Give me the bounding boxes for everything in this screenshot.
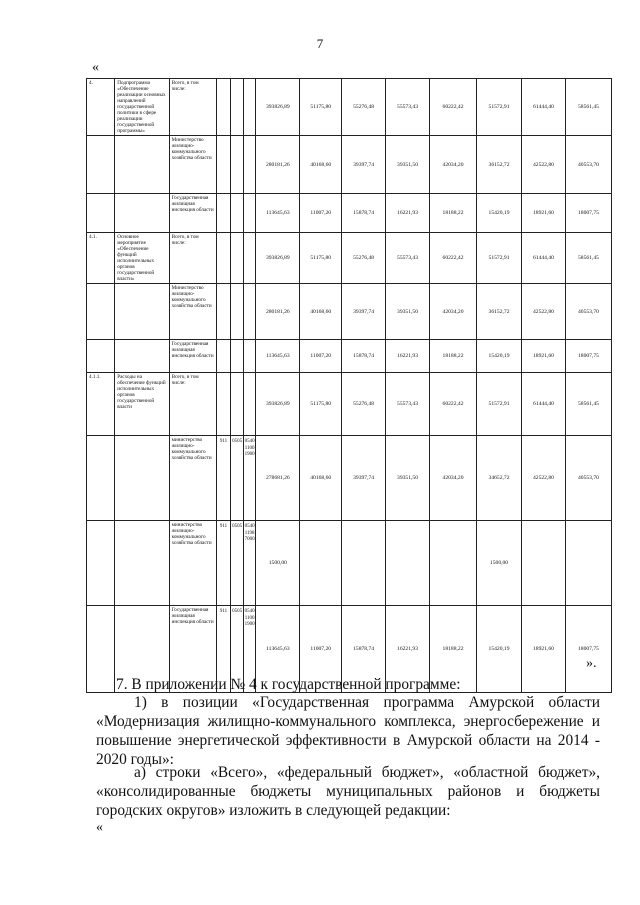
value-cell: 393826,89: [256, 233, 300, 284]
code-target-cell: 054011001900: [243, 436, 256, 521]
code-grbs-cell: [216, 340, 231, 373]
value-cell: 51572,91: [477, 233, 522, 284]
funding-source-cell: Государственная жилищная инспекция области: [169, 340, 216, 373]
row-number-cell: [87, 194, 115, 233]
value-cell: [342, 521, 386, 606]
value-cell: 51175,80: [300, 373, 342, 436]
code-section-cell: [231, 340, 244, 373]
value-cell: 55276,48: [342, 373, 386, 436]
paragraph-appendix-4: 7. В приложении № 4 к государственной программе:: [116, 676, 461, 693]
value-cell: 40168,60: [300, 436, 342, 521]
value-cell: 55276,48: [342, 233, 386, 284]
row-name-cell: Расходы на обеспечение функций исполнительных органов государственной власти: [115, 373, 169, 436]
value-cell: 18921,60: [522, 340, 566, 373]
opening-quote-bottom: «: [96, 820, 103, 835]
funding-source-cell: министерство жилищно-коммунального хозяйства области: [169, 521, 216, 606]
code-target-cell: 054011987000: [243, 521, 256, 606]
value-cell: 18921,60: [522, 606, 566, 693]
funding-source-cell: Министерство жилищно-коммунального хозяйства области: [169, 136, 216, 194]
funding-source-cell: министерство жилищно-коммунального хозяйства области: [169, 436, 216, 521]
value-cell: 18188,22: [429, 606, 476, 693]
code-target-cell: [243, 373, 256, 436]
code-target-cell: 054011001900: [243, 606, 256, 693]
code-section-cell: [231, 373, 244, 436]
value-cell: 18188,22: [429, 194, 476, 233]
table-row: [87, 373, 612, 436]
funding-source-cell: Государственная жилищная инспекция области: [169, 606, 216, 693]
value-cell: 18188,22: [429, 340, 476, 373]
code-grbs-cell: [216, 284, 231, 340]
value-cell: [429, 521, 476, 606]
code-section-cell: 0505: [231, 521, 244, 606]
code-grbs-cell: 911: [216, 521, 231, 606]
value-cell: 18007,75: [565, 194, 611, 233]
value-cell: 16221,93: [386, 194, 430, 233]
value-cell: 55573,43: [386, 373, 430, 436]
value-cell: 1500,00: [256, 521, 300, 606]
code-section-cell: [231, 79, 244, 136]
value-cell: 55573,43: [386, 233, 430, 284]
value-cell: 36152,72: [477, 136, 522, 194]
code-grbs-cell: [216, 233, 231, 284]
value-cell: 42522,80: [522, 136, 566, 194]
value-cell: 55276,48: [342, 79, 386, 136]
budget-table: [86, 78, 612, 693]
value-cell: 15878,74: [342, 606, 386, 693]
value-cell: 40553,70: [565, 284, 611, 340]
code-grbs-cell: [216, 373, 231, 436]
value-cell: 393826,89: [256, 373, 300, 436]
value-cell: 51572,91: [477, 79, 522, 136]
code-grbs-cell: [216, 79, 231, 136]
value-cell: 113645,63: [256, 606, 300, 693]
value-cell: 39351,50: [386, 284, 430, 340]
code-target-cell: [243, 284, 256, 340]
row-name-cell: Основное мероприятие «Обеспечение функций исполнительных органов государственной власти»: [115, 233, 169, 284]
value-cell: 15878,74: [342, 194, 386, 233]
row-number-cell: [87, 136, 115, 194]
value-cell: 18007,75: [565, 340, 611, 373]
table-row: [87, 436, 612, 521]
paragraph-position-1: 1) в позиции «Государственная программа Амурской области «Модернизация жилищно-коммунального комплекса, энергосбережение и повышение энергетической эффективности в Амурской области на 2014 - 2020 годы»:: [96, 694, 600, 768]
value-cell: [386, 521, 430, 606]
value-cell: 393826,89: [256, 79, 300, 136]
code-grbs-cell: [216, 194, 231, 233]
value-cell: 42034,20: [429, 436, 476, 521]
value-cell: 40553,70: [565, 136, 611, 194]
code-section-cell: [231, 233, 244, 284]
row-number-cell: [87, 436, 115, 521]
value-cell: 18921,60: [522, 194, 566, 233]
code-target-cell: [243, 79, 256, 136]
value-cell: 16221,93: [386, 340, 430, 373]
value-cell: 61444,40: [522, 79, 566, 136]
code-target-cell: [243, 136, 256, 194]
code-grbs-cell: 911: [216, 436, 231, 521]
opening-quote: «: [92, 60, 99, 75]
value-cell: 11007,20: [300, 606, 342, 693]
row-name-cell: Подпрограмма «Обеспечение реализации основных направлений государственной политики в сфере реализации государственной программы»: [115, 79, 169, 136]
value-cell: [522, 521, 566, 606]
row-number-cell: 4.: [87, 79, 115, 136]
table-row: [87, 79, 612, 136]
value-cell: 42034,20: [429, 284, 476, 340]
paragraph-rows-a: а) строки «Всего», «федеральный бюджет», «областной бюджет», «консолидированные бюджеты муниципальных районов и бюджеты городских округов» изложить в следующей редакции:: [96, 764, 600, 819]
table-row: [87, 340, 612, 373]
code-section-cell: 0505: [231, 436, 244, 521]
value-cell: 40553,70: [565, 436, 611, 521]
row-number-cell: [87, 284, 115, 340]
value-cell: 42522,80: [522, 436, 566, 521]
closing-quote: ».: [586, 656, 597, 671]
value-cell: 51175,80: [300, 233, 342, 284]
value-cell: [300, 521, 342, 606]
value-cell: 11007,20: [300, 194, 342, 233]
table-row: [87, 194, 612, 233]
value-cell: 55573,43: [386, 79, 430, 136]
row-name-cell: [115, 136, 169, 194]
row-number-cell: 4.1.: [87, 233, 115, 284]
value-cell: 58561,45: [565, 233, 611, 284]
row-name-cell: [115, 284, 169, 340]
value-cell: 61444,40: [522, 373, 566, 436]
value-cell: 18007,75: [565, 606, 611, 693]
value-cell: 42034,20: [429, 136, 476, 194]
value-cell: 36152,72: [477, 284, 522, 340]
code-grbs-cell: [216, 136, 231, 194]
row-name-cell: [115, 340, 169, 373]
code-target-cell: [243, 194, 256, 233]
row-name-cell: [115, 436, 169, 521]
value-cell: 34652,72: [477, 436, 522, 521]
code-target-cell: [243, 340, 256, 373]
value-cell: 113645,63: [256, 194, 300, 233]
value-cell: 42522,80: [522, 284, 566, 340]
code-grbs-cell: 911: [216, 606, 231, 693]
value-cell: 39397,74: [342, 436, 386, 521]
value-cell: 113645,63: [256, 340, 300, 373]
value-cell: 15878,74: [342, 340, 386, 373]
value-cell: [565, 521, 611, 606]
table-row: [87, 284, 612, 340]
value-cell: 1500,00: [477, 521, 522, 606]
funding-source-cell: Всего, в том числе:: [169, 373, 216, 436]
row-name-cell: [115, 194, 169, 233]
code-section-cell: 0505: [231, 606, 244, 693]
row-number-cell: [87, 340, 115, 373]
value-cell: 15420,19: [477, 194, 522, 233]
table-row: [87, 233, 612, 284]
value-cell: 58561,45: [565, 373, 611, 436]
value-cell: 280181,26: [256, 284, 300, 340]
value-cell: 280181,26: [256, 136, 300, 194]
value-cell: 51175,80: [300, 79, 342, 136]
value-cell: 58561,45: [565, 79, 611, 136]
funding-source-cell: Всего, в том числе:: [169, 79, 216, 136]
value-cell: 60222,42: [429, 79, 476, 136]
value-cell: 278681,26: [256, 436, 300, 521]
code-section-cell: [231, 284, 244, 340]
row-name-cell: [115, 521, 169, 606]
code-section-cell: [231, 194, 244, 233]
table-row: [87, 136, 612, 194]
value-cell: 61444,40: [522, 233, 566, 284]
value-cell: 15420,19: [477, 606, 522, 693]
value-cell: 11007,20: [300, 340, 342, 373]
value-cell: 40168,60: [300, 284, 342, 340]
funding-source-cell: Министерство жилищно-коммунального хозяйства области: [169, 284, 216, 340]
value-cell: 39351,50: [386, 136, 430, 194]
value-cell: 39397,74: [342, 136, 386, 194]
value-cell: 60222,42: [429, 233, 476, 284]
row-number-cell: [87, 521, 115, 606]
code-target-cell: [243, 233, 256, 284]
funding-source-cell: Государственная жилищная инспекция области: [169, 194, 216, 233]
value-cell: 39397,74: [342, 284, 386, 340]
page-number: 7: [316, 36, 324, 51]
value-cell: 60222,42: [429, 373, 476, 436]
value-cell: 16221,93: [386, 606, 430, 693]
row-number-cell: 4.1.1.: [87, 373, 115, 436]
value-cell: 51572,91: [477, 373, 522, 436]
code-section-cell: [231, 136, 244, 194]
value-cell: 39351,50: [386, 436, 430, 521]
funding-source-cell: Всего, в том числе:: [169, 233, 216, 284]
value-cell: 15420,19: [477, 340, 522, 373]
value-cell: 40168,60: [300, 136, 342, 194]
table-row: [87, 521, 612, 606]
